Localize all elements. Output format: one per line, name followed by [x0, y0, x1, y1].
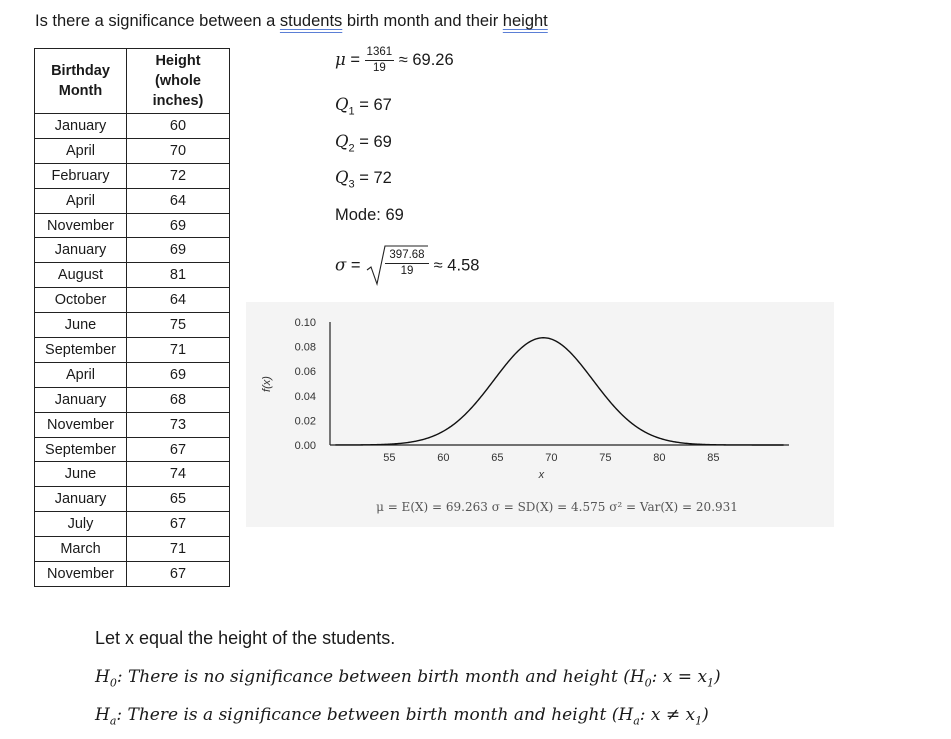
month-cell: January — [35, 114, 127, 139]
table-row — [35, 562, 230, 587]
table-row — [35, 362, 230, 387]
mode-text: Mode: 69 — [335, 206, 404, 224]
alternative-hypothesis: $H_a$: There is a significance between birth month and height ($H_a$: $x \ne x_1$) — [95, 705, 709, 728]
month-cell: October — [35, 288, 127, 313]
chart-svg — [246, 302, 834, 527]
height-cell: 60 — [127, 114, 230, 139]
y-tick-label: 0.08 — [294, 341, 316, 354]
y-axis-label: f(x) — [261, 376, 273, 392]
y-tick-label: 0.06 — [294, 366, 316, 379]
month-cell: September — [35, 338, 127, 363]
month-cell: November — [35, 562, 127, 587]
spellcheck-word-students[interactable]: students — [279, 12, 343, 30]
height-cell: 71 — [127, 537, 230, 562]
y-tick-label: 0.04 — [294, 390, 316, 403]
x-tick-label: 80 — [653, 452, 666, 464]
table-row — [35, 288, 230, 313]
x-tick-label: 85 — [707, 452, 720, 464]
height-cell: 64 — [127, 288, 230, 313]
sd-formula: σ = 397.68 19 ≈ 4.58 — [335, 244, 479, 288]
month-cell: September — [35, 437, 127, 462]
height-cell: 64 — [127, 188, 230, 213]
month-cell: April — [35, 362, 127, 387]
height-cell: 81 — [127, 263, 230, 288]
height-cell: 72 — [127, 163, 230, 188]
table-body — [35, 114, 230, 587]
table-row — [35, 462, 230, 487]
table-row — [35, 114, 230, 139]
q3-formula: $Q_3 = 72$ — [335, 168, 392, 191]
height-cell: 67 — [127, 562, 230, 587]
table-row — [35, 238, 230, 263]
column-header-month: Birthday Month — [35, 49, 127, 114]
null-hypothesis: $H_0$: There is no significance between birth month and height ($H_0$: $x = x_1$) — [95, 667, 721, 690]
question-text: Is there a significance between a students birth month and their height — [35, 12, 548, 30]
height-cell: 67 — [127, 437, 230, 462]
table-row — [35, 537, 230, 562]
x-tick-label: 65 — [491, 452, 504, 464]
column-header-height: Height (whole inches) — [127, 49, 230, 114]
month-cell: August — [35, 263, 127, 288]
mean-formula: μ = $\frac{1361}{19}$ ≈ 69.26 — [335, 46, 454, 74]
height-cell: 67 — [127, 512, 230, 537]
height-cell: 69 — [127, 213, 230, 238]
month-cell: June — [35, 313, 127, 338]
mean-fraction: $\frac{1361}{19}$ — [366, 46, 393, 74]
month-cell: November — [35, 412, 127, 437]
x-axis-label: x — [538, 469, 545, 481]
height-cell: 75 — [127, 313, 230, 338]
table-row — [35, 313, 230, 338]
height-cell: 68 — [127, 387, 230, 412]
intro-text: Let x equal the height of the students. — [95, 628, 396, 648]
month-cell: November — [35, 213, 127, 238]
y-tick-label: 0.00 — [294, 440, 316, 452]
x-tick-label: 60 — [437, 452, 450, 464]
normal-distribution-chart — [246, 302, 834, 527]
month-cell: July — [35, 512, 127, 537]
table-row — [35, 213, 230, 238]
month-cell: January — [35, 238, 127, 263]
month-cell: June — [35, 462, 127, 487]
height-cell: 69 — [127, 362, 230, 387]
table-row — [35, 163, 230, 188]
data-table — [34, 48, 230, 587]
table-row — [35, 138, 230, 163]
height-cell: 65 — [127, 487, 230, 512]
table-row — [35, 412, 230, 437]
chart-caption: μ = E(X) = 69.263 σ = SD(X) = 4.575 σ² = Var(X) = 20.931 — [376, 500, 738, 514]
spellcheck-word-height[interactable]: height — [502, 12, 548, 30]
y-tick-label: 0.10 — [294, 317, 316, 329]
sqrt-sign: 397.68 19 — [365, 244, 429, 288]
y-tick-label: 0.02 — [294, 415, 316, 428]
month-cell: January — [35, 387, 127, 412]
height-cell: 73 — [127, 412, 230, 437]
table-row — [35, 387, 230, 412]
table-row — [35, 188, 230, 213]
normal-curve-line — [335, 338, 783, 445]
height-cell: 69 — [127, 238, 230, 263]
x-tick-label: 70 — [545, 452, 558, 464]
table-row — [35, 512, 230, 537]
height-cell: 74 — [127, 462, 230, 487]
month-cell: April — [35, 188, 127, 213]
table-row — [35, 338, 230, 363]
month-cell: January — [35, 487, 127, 512]
table-row — [35, 487, 230, 512]
x-tick-label: 75 — [599, 452, 612, 464]
q2-formula: $Q_2 = 69$ — [335, 132, 392, 155]
month-cell: March — [35, 537, 127, 562]
height-cell: 71 — [127, 338, 230, 363]
height-cell: 70 — [127, 138, 230, 163]
table-row — [35, 437, 230, 462]
x-tick-label: 55 — [383, 452, 396, 464]
month-cell: April — [35, 138, 127, 163]
q1-formula: $Q_1 = 67$ — [335, 95, 392, 118]
month-cell: February — [35, 163, 127, 188]
table-row — [35, 263, 230, 288]
